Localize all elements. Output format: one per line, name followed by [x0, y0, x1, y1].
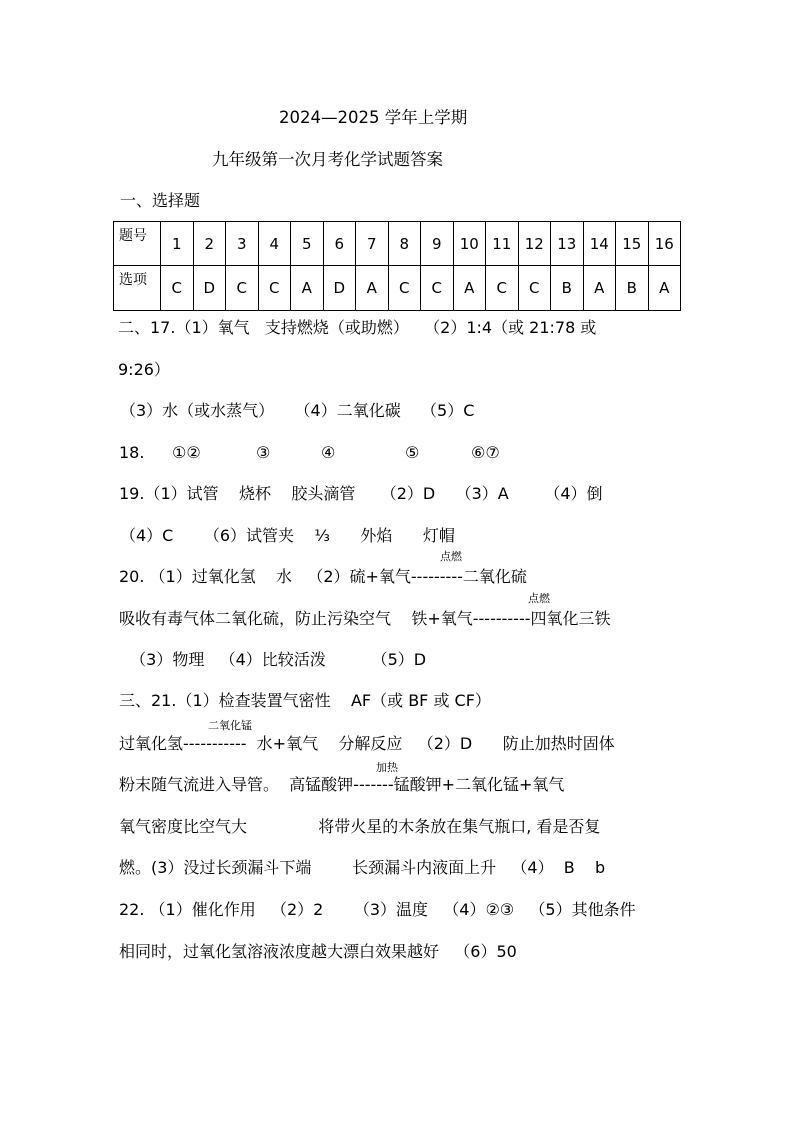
question-number-cell: 14 — [583, 222, 616, 266]
question-number-cell: 6 — [323, 222, 356, 266]
question-number-cell: 13 — [551, 222, 584, 266]
title-school-year: 2024—2025 学年上学期 — [279, 108, 468, 127]
q20-reaction-condition-ignite-1: 点燃 — [440, 550, 462, 563]
question-number-cell: 2 — [193, 222, 226, 266]
question-number-cell: 11 — [486, 222, 519, 266]
title-exam-name: 九年级第一次月考化学试题答案 — [212, 150, 443, 169]
q21-line-5: 燃。(3）没过长颈漏斗下端 长颈漏斗内液面上升 （4） B b — [119, 858, 606, 877]
table-row-question-numbers — [114, 222, 681, 266]
row-label-answer-option: 选项 — [114, 266, 161, 311]
answer-cell: C — [518, 266, 551, 311]
q17-line-3: （3）水（或水蒸气） （4）二氧化碳 （5）C — [120, 401, 475, 420]
q18-answer-4: ⑤ — [405, 443, 420, 462]
answer-cell: A — [583, 266, 616, 311]
q20-line-3: （3）物理 （4）比较活泼 （5）D — [120, 650, 427, 669]
table-row-answers — [114, 266, 681, 311]
q21-line-3: 粉末随气流进入导管。 高锰酸钾-------锰酸钾+二氧化锰+氧气 — [119, 775, 565, 794]
q21-reaction-condition-heat: 加热 — [376, 761, 398, 774]
answer-cell: C — [226, 266, 259, 311]
answer-cell: A — [453, 266, 486, 311]
q17-line-1: 二、17.（1）氧气 支持燃烧（或助燃） （2）1:4（或 21:78 或 — [118, 318, 597, 337]
q22-line-2: 相同时，过氧化氢溶液浓度越大漂白效果越好 （6）50 — [119, 942, 517, 961]
q18-answer-3: ④ — [321, 443, 336, 462]
question-number-cell: 16 — [648, 222, 681, 266]
question-number-cell: 12 — [518, 222, 551, 266]
question-number-cell: 9 — [421, 222, 454, 266]
question-number-cell: 10 — [453, 222, 486, 266]
answer-cell: B — [551, 266, 584, 311]
q18-answer-1: ①② — [172, 443, 201, 462]
q21-reaction-condition-catalyst: 二氧化锰 — [208, 719, 252, 732]
q20-reaction-condition-ignite-2: 点燃 — [528, 592, 550, 605]
q19-line-2: （4）C （6）试管夹 ⅓ 外焰 灯帽 — [120, 526, 455, 545]
question-number-cell: 15 — [616, 222, 649, 266]
q18-label: 18. — [119, 443, 145, 462]
q22-line-1: 22. （1）催化作用 （2）2 （3）温度 （4）②③ （5）其他条件 — [119, 900, 636, 919]
q17-line-2: 9:26） — [118, 360, 170, 379]
q20-line-2: 吸收有毒气体二氧化硫，防止污染空气 铁+氧气----------四氧化三铁 — [119, 609, 611, 628]
question-number-cell: 4 — [258, 222, 291, 266]
q20-line-1: 20. （1）过氧化氢 水 （2）硫+氧气---------二氧化硫 — [119, 567, 527, 586]
q21-line-4: 氧气密度比空气大 将带火星的木条放在集气瓶口, 看是否复 — [119, 817, 601, 836]
q21-line-2: 过氧化氢----------- 水+氧气 分解反应 （2）D 防止加热时固体 — [119, 734, 615, 753]
multiple-choice-answer-table — [113, 221, 681, 311]
q18-answer-2: ③ — [256, 443, 271, 462]
answer-cell: C — [388, 266, 421, 311]
section-heading-multiple-choice: 一、选择题 — [120, 191, 201, 210]
row-label-question-number: 题号 — [114, 222, 161, 266]
answer-cell: C — [161, 266, 194, 311]
question-number-cell: 8 — [388, 222, 421, 266]
answer-cell: D — [323, 266, 356, 311]
answer-cell: A — [291, 266, 324, 311]
q21-line-1: 三、21.（1）检查装置气密性 AF（或 BF 或 CF） — [119, 691, 491, 710]
question-number-cell: 7 — [356, 222, 389, 266]
answer-cell: C — [486, 266, 519, 311]
answer-cell: D — [193, 266, 226, 311]
question-number-cell: 3 — [226, 222, 259, 266]
answer-cell: C — [421, 266, 454, 311]
answer-cell: B — [616, 266, 649, 311]
answer-cell: A — [648, 266, 681, 311]
q19-line-1: 19.（1）试管 烧杯 胶头滴管 （2）D （3）A （4）倒 — [119, 484, 603, 503]
q18-answer-5: ⑥⑦ — [471, 443, 500, 462]
answer-cell: C — [258, 266, 291, 311]
answer-cell: A — [356, 266, 389, 311]
question-number-cell: 5 — [291, 222, 324, 266]
question-number-cell: 1 — [161, 222, 194, 266]
